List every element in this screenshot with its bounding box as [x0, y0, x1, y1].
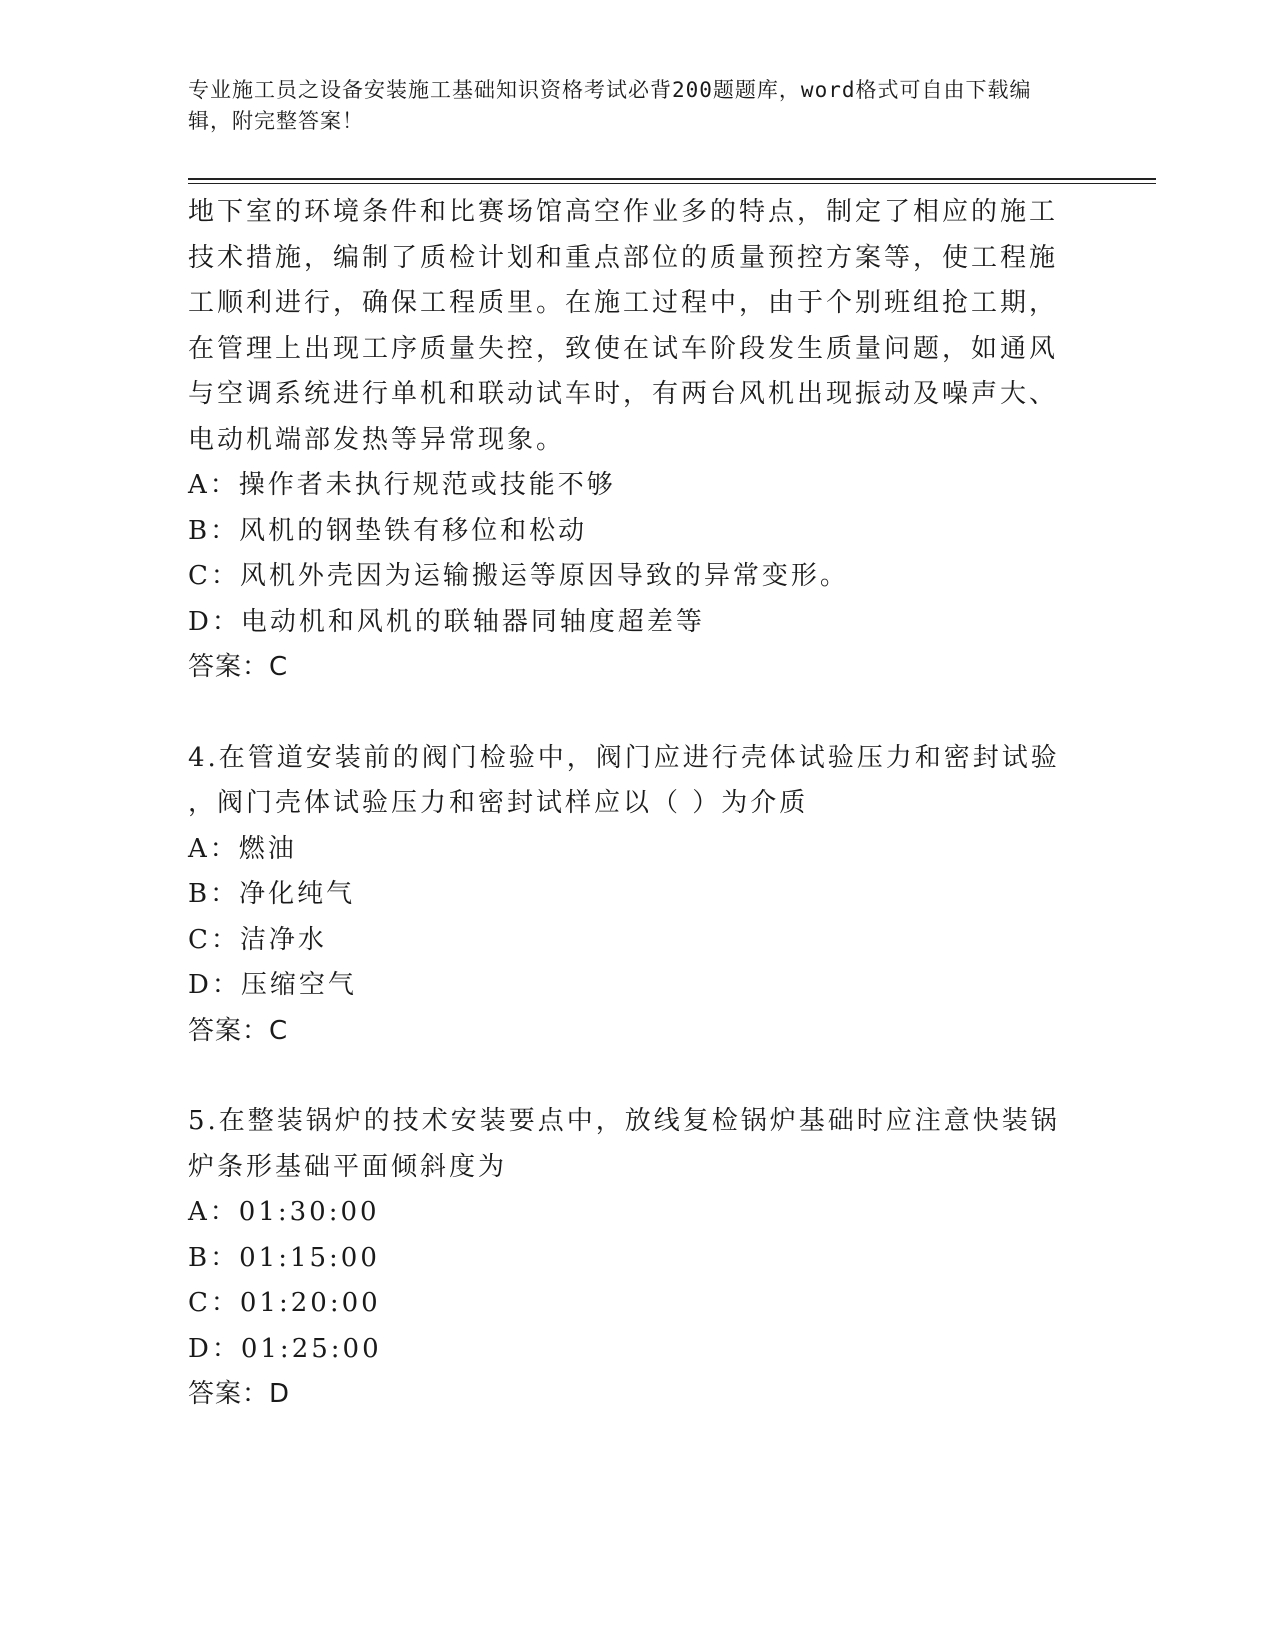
option-c: C：01:20:00 [188, 1288, 381, 1318]
header-rule-thin [188, 183, 1156, 184]
option-a: A：01:30:00 [188, 1197, 380, 1227]
question-text-line: 技术措施，编制了质检计划和重点部位的质量预控方案等，使工程施 [188, 242, 1059, 273]
question-text-line: 地下室的环境条件和比赛场馆高空作业多的特点，制定了相应的施工 [188, 197, 1059, 227]
header-rule-thick [188, 178, 1156, 180]
option-c: C：洁净水 [188, 924, 327, 955]
question-text-line: 与空调系统进行单机和联动试车时，有两台风机出现振动及噪声大、 [188, 379, 1059, 409]
spacer [188, 691, 1088, 736]
answer: 答案：C [188, 652, 289, 682]
option-a: A：燃油 [188, 833, 297, 864]
option-d: D：电动机和风机的联轴器同轴度超差等 [188, 606, 705, 637]
question-text-line: 电动机端部发热等异常现象。 [188, 424, 566, 455]
question-3-text [188, 190, 1088, 463]
question-text-line: 5.在整装锅炉的技术安装要点中，放线复检锅炉基础时应注意快装锅 [188, 1106, 1060, 1136]
question-3 [188, 190, 1088, 691]
question-5 [188, 1099, 1088, 1418]
option-b: B：01:15:00 [188, 1242, 380, 1273]
option-d: D：压缩空气 [188, 970, 357, 1000]
option-b: B：风机的钢垫铁有移位和松动 [188, 515, 588, 546]
question-text-line: 4.在管道安装前的阀门检验中，阀门应进行壳体试验压力和密封试验 [188, 742, 1060, 773]
answer: 答案：D [188, 1379, 291, 1409]
question-text-line: 工顺利进行，确保工程质里。在施工过程中，由于个别班组抢工期， [188, 288, 1059, 318]
spacer [188, 1054, 1088, 1099]
question-4-text [188, 736, 1088, 827]
question-list [188, 190, 1088, 1418]
option-a: A：操作者未执行规范或技能不够 [188, 470, 616, 500]
question-5-text [188, 1099, 1088, 1190]
question-text-line: 炉条形基础平面倾斜度为 [188, 1151, 508, 1182]
question-text-line: 在管理上出现工序质量失控，致使在试车阶段发生质量问题，如通风 [188, 333, 1059, 364]
answer: 答案：C [188, 1015, 289, 1046]
option-b: B：净化纯气 [188, 879, 356, 909]
option-c: C：风机外壳因为运输搬运等原因导致的异常变形。 [188, 561, 849, 591]
document-title: 专业施工员之设备安装施工基础知识资格考试必背200题题库，word格式可自由下载编辑，附完整答案！ [188, 78, 1032, 133]
question-text-line: ，阀门壳体试验压力和密封试样应以（ ）为介质 [188, 788, 809, 818]
option-d: D：01:25:00 [188, 1333, 382, 1364]
question-4 [188, 736, 1088, 1055]
